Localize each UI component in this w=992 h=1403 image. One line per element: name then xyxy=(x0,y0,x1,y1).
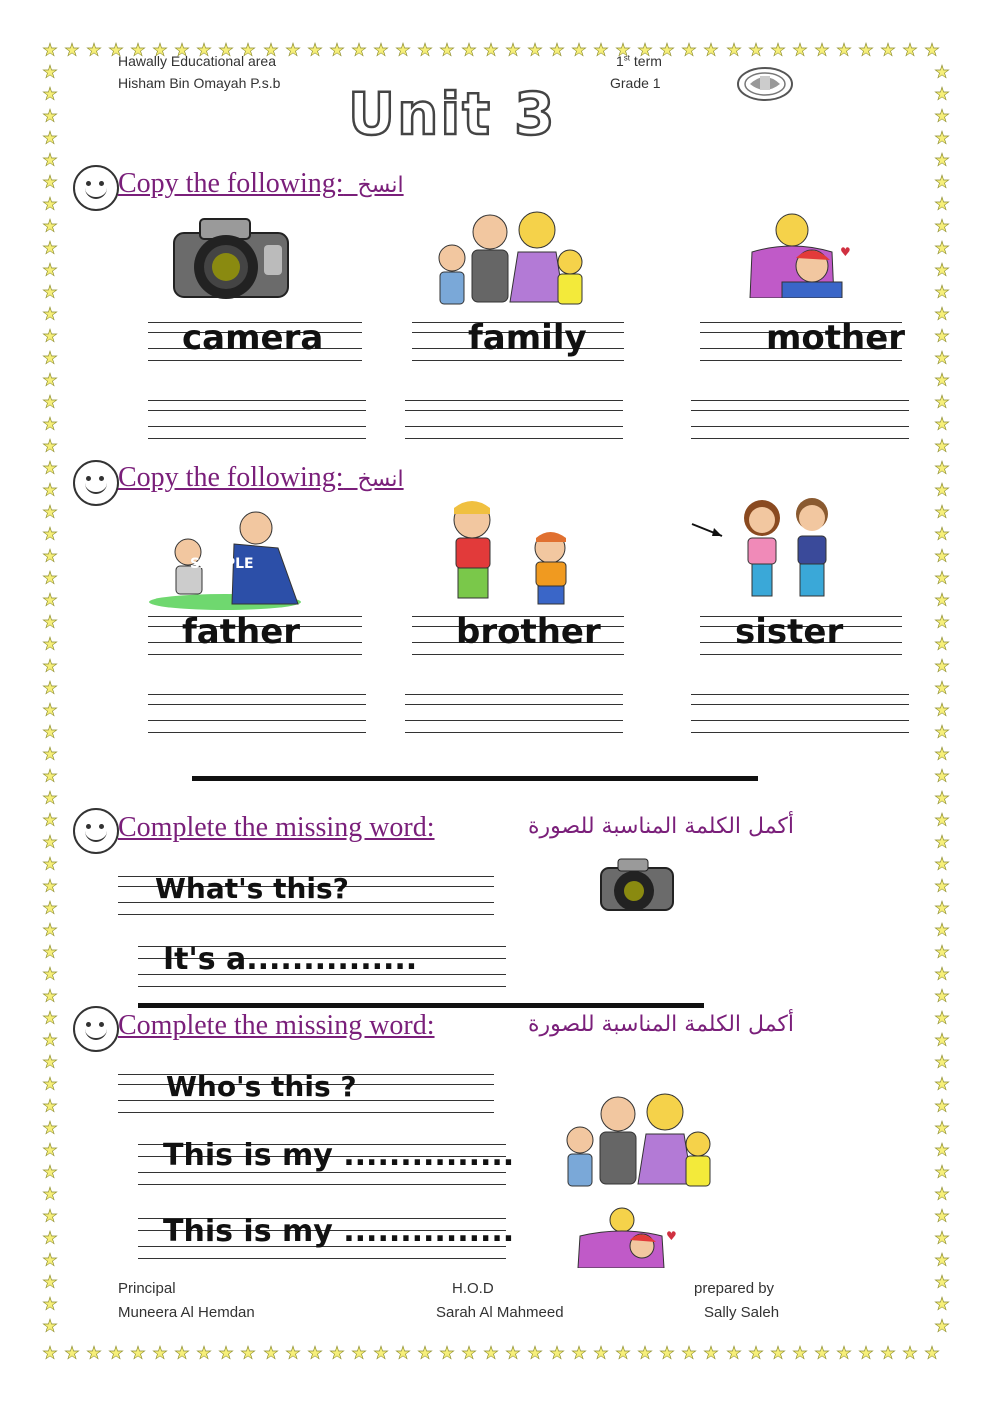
star-icon xyxy=(42,130,58,146)
star-icon xyxy=(42,372,58,388)
star-icon xyxy=(42,614,58,630)
star-icon xyxy=(726,42,742,58)
star-icon xyxy=(792,1345,808,1361)
smiley-icon xyxy=(73,460,119,506)
star-icon xyxy=(42,548,58,564)
star-icon xyxy=(934,1076,950,1092)
word-row2-1: brother xyxy=(456,612,601,652)
star-icon xyxy=(571,42,587,58)
star-icon xyxy=(42,152,58,168)
star-icon xyxy=(593,42,609,58)
star-icon xyxy=(934,1230,950,1246)
star-icon xyxy=(527,42,543,58)
writing-lines[interactable] xyxy=(148,400,366,440)
star-icon xyxy=(934,372,950,388)
star-icon xyxy=(285,42,301,58)
star-icon xyxy=(42,284,58,300)
star-icon xyxy=(42,636,58,652)
star-icon xyxy=(934,394,950,410)
star-icon xyxy=(42,1054,58,1070)
star-icon xyxy=(571,1345,587,1361)
star-icon xyxy=(934,1274,950,1290)
star-icon xyxy=(934,1318,950,1334)
star-icon xyxy=(218,1345,234,1361)
star-icon xyxy=(527,1345,543,1361)
watermark: SAMPLE xyxy=(190,556,254,572)
star-icon xyxy=(42,218,58,234)
star-icon xyxy=(42,526,58,542)
divider xyxy=(138,1003,704,1008)
star-icon xyxy=(934,174,950,190)
star-icon xyxy=(42,1098,58,1114)
star-icon xyxy=(42,1345,58,1361)
star-icon xyxy=(42,1032,58,1048)
star-icon xyxy=(439,1345,455,1361)
star-icon xyxy=(934,570,950,586)
star-icon xyxy=(42,1230,58,1246)
star-icon xyxy=(659,1345,675,1361)
star-icon xyxy=(934,152,950,168)
star-icon xyxy=(934,64,950,80)
star-icon xyxy=(934,1296,950,1312)
word-row1-2: mother xyxy=(766,318,906,358)
star-icon xyxy=(42,922,58,938)
star-icon xyxy=(902,42,918,58)
star-icon xyxy=(42,812,58,828)
star-icon xyxy=(934,790,950,806)
answer-this-is-my-1: This is my ............... xyxy=(163,1138,515,1173)
star-icon xyxy=(934,944,950,960)
star-icon xyxy=(42,328,58,344)
star-icon xyxy=(880,42,896,58)
educational-area: Hawally Educational area xyxy=(118,53,276,69)
star-icon xyxy=(934,966,950,982)
star-icon xyxy=(483,1345,499,1361)
grade: Grade 1 xyxy=(610,75,661,91)
star-icon xyxy=(593,1345,609,1361)
star-icon xyxy=(42,350,58,366)
star-icon xyxy=(770,42,786,58)
smiley-icon xyxy=(73,1006,119,1052)
writing-lines[interactable] xyxy=(691,694,909,734)
principal-name: Muneera Al Hemdan xyxy=(118,1304,255,1321)
star-icon xyxy=(42,658,58,674)
star-icon xyxy=(42,878,58,894)
star-icon xyxy=(703,1345,719,1361)
star-icon xyxy=(42,680,58,696)
writing-lines[interactable] xyxy=(148,694,366,734)
hod-title: H.O.D xyxy=(452,1280,494,1297)
star-icon xyxy=(307,1345,323,1361)
star-icon xyxy=(814,42,830,58)
star-icon xyxy=(42,460,58,476)
star-icon xyxy=(681,42,697,58)
hod-name: Sarah Al Mahmeed xyxy=(436,1304,564,1321)
prepared-by-title: prepared by xyxy=(694,1280,775,1297)
star-icon xyxy=(42,504,58,520)
star-icon xyxy=(505,42,521,58)
star-icon xyxy=(934,460,950,476)
word-row1-0: camera xyxy=(182,318,324,358)
section-complete-1-arabic: أكمل الكلمة المناسبة للصورة xyxy=(527,814,794,839)
star-icon xyxy=(42,746,58,762)
star-icon xyxy=(307,42,323,58)
star-icon xyxy=(42,1164,58,1180)
sister-image xyxy=(690,496,846,600)
term: 1st term xyxy=(616,53,662,69)
star-icon xyxy=(934,1252,950,1268)
star-icon xyxy=(934,724,950,740)
star-icon xyxy=(42,1142,58,1158)
star-icon xyxy=(64,42,80,58)
star-icon xyxy=(880,1345,896,1361)
star-icon xyxy=(417,1345,433,1361)
star-icon xyxy=(64,1345,80,1361)
star-icon xyxy=(461,1345,477,1361)
star-icon xyxy=(42,416,58,432)
star-icon xyxy=(934,196,950,212)
word-row1-1: family xyxy=(468,318,587,358)
family-small-image xyxy=(560,1092,720,1192)
star-icon xyxy=(934,1120,950,1136)
star-icon xyxy=(934,108,950,124)
brother-image xyxy=(432,498,592,610)
star-icon xyxy=(373,42,389,58)
star-icon xyxy=(351,1345,367,1361)
star-icon xyxy=(42,966,58,982)
star-icon xyxy=(174,1345,190,1361)
answer-this-is-my-2: This is my ............... xyxy=(163,1214,515,1249)
star-icon xyxy=(934,1164,950,1180)
star-icon xyxy=(934,1054,950,1070)
star-icon xyxy=(108,1345,124,1361)
star-icon xyxy=(42,834,58,850)
word-row2-2: sister xyxy=(735,612,844,652)
star-icon xyxy=(934,1142,950,1158)
star-icon xyxy=(42,1208,58,1224)
star-icon xyxy=(42,988,58,1004)
section-complete-2: Complete the missing word: xyxy=(118,1010,435,1041)
star-icon xyxy=(351,42,367,58)
star-icon xyxy=(637,1345,653,1361)
question-whos-this: Who's this ? xyxy=(166,1070,357,1103)
star-icon xyxy=(934,548,950,564)
star-icon xyxy=(42,394,58,410)
section-copy-2: Copy the following: انسخ xyxy=(118,462,404,493)
star-icon xyxy=(703,42,719,58)
star-icon xyxy=(42,1318,58,1334)
star-icon xyxy=(934,86,950,102)
word-row2-0: father xyxy=(182,612,301,652)
star-icon xyxy=(42,196,58,212)
star-icon xyxy=(42,724,58,740)
star-icon xyxy=(934,1098,950,1114)
star-icon xyxy=(42,108,58,124)
star-icon xyxy=(42,1252,58,1268)
star-icon xyxy=(42,856,58,872)
star-icon xyxy=(240,1345,256,1361)
star-icon xyxy=(934,680,950,696)
star-icon xyxy=(934,658,950,674)
star-icon xyxy=(934,284,950,300)
star-icon xyxy=(615,1345,631,1361)
star-icon xyxy=(417,42,433,58)
star-icon xyxy=(86,1345,102,1361)
star-icon xyxy=(934,878,950,894)
star-icon xyxy=(934,482,950,498)
star-icon xyxy=(748,42,764,58)
star-icon xyxy=(42,1296,58,1312)
section-copy-1: Copy the following: انسخ xyxy=(118,168,404,199)
star-icon xyxy=(439,42,455,58)
star-icon xyxy=(934,592,950,608)
section-complete-2-arabic: أكمل الكلمة المناسبة للصورة xyxy=(527,1012,794,1037)
star-icon xyxy=(934,350,950,366)
star-icon xyxy=(814,1345,830,1361)
star-icon xyxy=(505,1345,521,1361)
star-icon xyxy=(748,1345,764,1361)
star-icon xyxy=(42,768,58,784)
star-icon xyxy=(42,944,58,960)
star-icon xyxy=(42,1010,58,1026)
answer-its-a: It's a............... xyxy=(163,942,418,977)
smiley-icon xyxy=(73,808,119,854)
star-icon xyxy=(681,1345,697,1361)
school-name: Hisham Bin Omayah P.s.b xyxy=(118,75,281,91)
star-icon xyxy=(42,86,58,102)
star-icon xyxy=(934,240,950,256)
star-icon xyxy=(902,1345,918,1361)
star-icon xyxy=(42,592,58,608)
svg-text:♥: ♥ xyxy=(666,1229,677,1243)
star-icon xyxy=(934,438,950,454)
star-icon xyxy=(42,482,58,498)
star-icon xyxy=(42,1120,58,1136)
star-icon xyxy=(42,174,58,190)
star-icon xyxy=(42,438,58,454)
star-icon xyxy=(934,262,950,278)
star-icon xyxy=(934,1186,950,1202)
page-title: Unit 3 xyxy=(348,80,557,148)
star-icon xyxy=(263,1345,279,1361)
star-icon xyxy=(934,812,950,828)
star-icon xyxy=(934,746,950,762)
star-icon xyxy=(42,900,58,916)
star-icon xyxy=(42,1186,58,1202)
star-icon xyxy=(42,1076,58,1092)
father-image xyxy=(148,508,302,610)
star-icon xyxy=(395,42,411,58)
star-icon xyxy=(461,42,477,58)
star-icon xyxy=(42,790,58,806)
prepared-by-name: Sally Saleh xyxy=(704,1304,780,1321)
star-icon xyxy=(792,42,808,58)
star-icon xyxy=(934,504,950,520)
star-icon xyxy=(130,1345,146,1361)
writing-lines[interactable] xyxy=(405,400,623,440)
writing-lines[interactable] xyxy=(405,694,623,734)
star-icon xyxy=(42,42,58,58)
star-icon xyxy=(42,1274,58,1290)
camera-small-image xyxy=(598,856,676,914)
star-icon xyxy=(42,64,58,80)
star-icon xyxy=(726,1345,742,1361)
camera-image xyxy=(170,215,292,303)
mother-image xyxy=(742,212,858,298)
star-icon xyxy=(196,1345,212,1361)
star-icon xyxy=(858,1345,874,1361)
star-icon xyxy=(836,1345,852,1361)
star-icon xyxy=(42,702,58,718)
star-icon xyxy=(836,42,852,58)
star-icon xyxy=(858,42,874,58)
star-icon xyxy=(549,42,565,58)
star-icon xyxy=(934,856,950,872)
star-icon xyxy=(152,1345,168,1361)
smiley-icon xyxy=(73,165,119,211)
star-icon xyxy=(483,42,499,58)
star-icon xyxy=(924,1345,940,1361)
star-icon xyxy=(329,1345,345,1361)
star-icon xyxy=(934,636,950,652)
star-icon xyxy=(373,1345,389,1361)
star-icon xyxy=(395,1345,411,1361)
star-icon xyxy=(934,834,950,850)
star-icon xyxy=(934,328,950,344)
star-icon xyxy=(934,768,950,784)
star-icon xyxy=(924,42,940,58)
star-icon xyxy=(86,42,102,58)
star-icon xyxy=(42,240,58,256)
principal-title: Principal xyxy=(118,1280,176,1297)
star-icon xyxy=(770,1345,786,1361)
ministry-logo xyxy=(736,64,794,104)
star-icon xyxy=(934,306,950,322)
star-icon xyxy=(934,988,950,1004)
writing-lines[interactable] xyxy=(691,400,909,440)
star-icon xyxy=(934,1208,950,1224)
star-icon xyxy=(934,1010,950,1026)
star-icon xyxy=(934,526,950,542)
star-icon xyxy=(934,922,950,938)
family-image xyxy=(432,210,592,310)
section-complete-1: Complete the missing word: xyxy=(118,812,435,843)
star-icon xyxy=(934,1032,950,1048)
divider xyxy=(192,776,758,781)
star-icon xyxy=(934,416,950,432)
star-icon xyxy=(934,702,950,718)
star-icon xyxy=(42,306,58,322)
svg-text:♥: ♥ xyxy=(840,245,851,259)
star-icon xyxy=(42,570,58,586)
mother-small-image xyxy=(572,1206,688,1268)
star-icon xyxy=(934,218,950,234)
star-icon xyxy=(934,130,950,146)
star-icon xyxy=(329,42,345,58)
star-icon xyxy=(285,1345,301,1361)
question-whats-this: What's this? xyxy=(155,872,349,905)
star-icon xyxy=(934,614,950,630)
star-icon xyxy=(549,1345,565,1361)
star-icon xyxy=(42,262,58,278)
star-icon xyxy=(934,900,950,916)
